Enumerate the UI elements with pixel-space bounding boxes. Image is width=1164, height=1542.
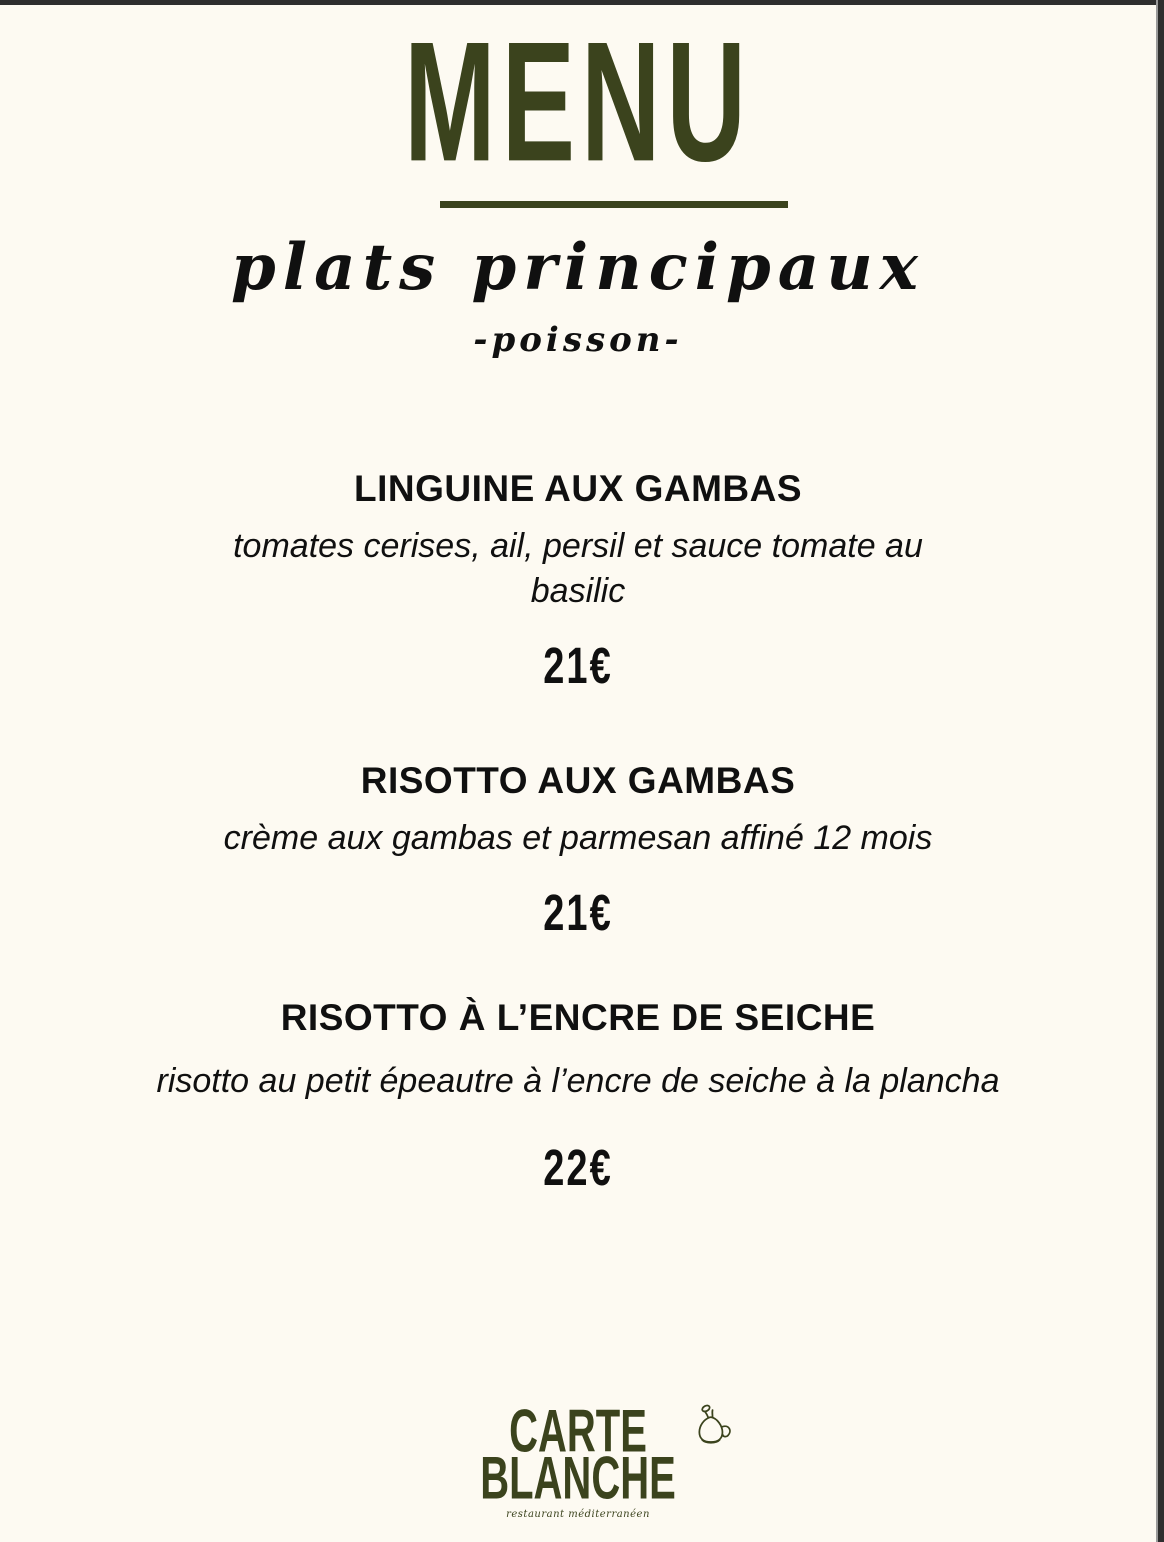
menu-item xyxy=(0,466,1156,696)
carte-blanche-logo xyxy=(480,1398,676,1512)
item-price: 21€ xyxy=(543,638,613,696)
menu-header xyxy=(0,6,1156,362)
menu-item xyxy=(0,995,1156,1198)
item-name: LINGUINE AUX GAMBAS xyxy=(353,468,803,509)
subsection-title: -poisson- xyxy=(473,320,683,360)
logo-text-line1: CARTE xyxy=(509,1398,647,1465)
menu-title: MENU xyxy=(404,6,752,198)
item-name: RISOTTO À L’ENCRE DE SEICHE xyxy=(280,997,876,1038)
menu-item xyxy=(0,758,1156,943)
footer xyxy=(0,1398,1156,1520)
section-title: plats principaux xyxy=(231,230,925,305)
viewer-right-edge xyxy=(1156,0,1164,1542)
item-price: 21€ xyxy=(543,885,613,943)
item-description: crème aux gambas et parmesan affiné 12 mois xyxy=(223,819,933,857)
item-description: risotto au petit épeautre à l’encre de seiche à la plancha xyxy=(156,1062,1000,1100)
title-underline xyxy=(440,201,788,208)
menu-items-list xyxy=(0,466,1156,1198)
olive-oil-cruet-icon xyxy=(690,1403,734,1447)
item-description: tomates cerises, ail, persil et sauce tomate au basilic xyxy=(233,527,923,610)
item-price: 22€ xyxy=(543,1140,613,1198)
logo-text-line2: BLANCHE xyxy=(480,1445,676,1512)
logo-tagline: restaurant méditerranéen xyxy=(506,1509,650,1520)
item-name: RISOTTO AUX GAMBAS xyxy=(360,760,796,801)
viewer-top-edge xyxy=(0,0,1164,5)
